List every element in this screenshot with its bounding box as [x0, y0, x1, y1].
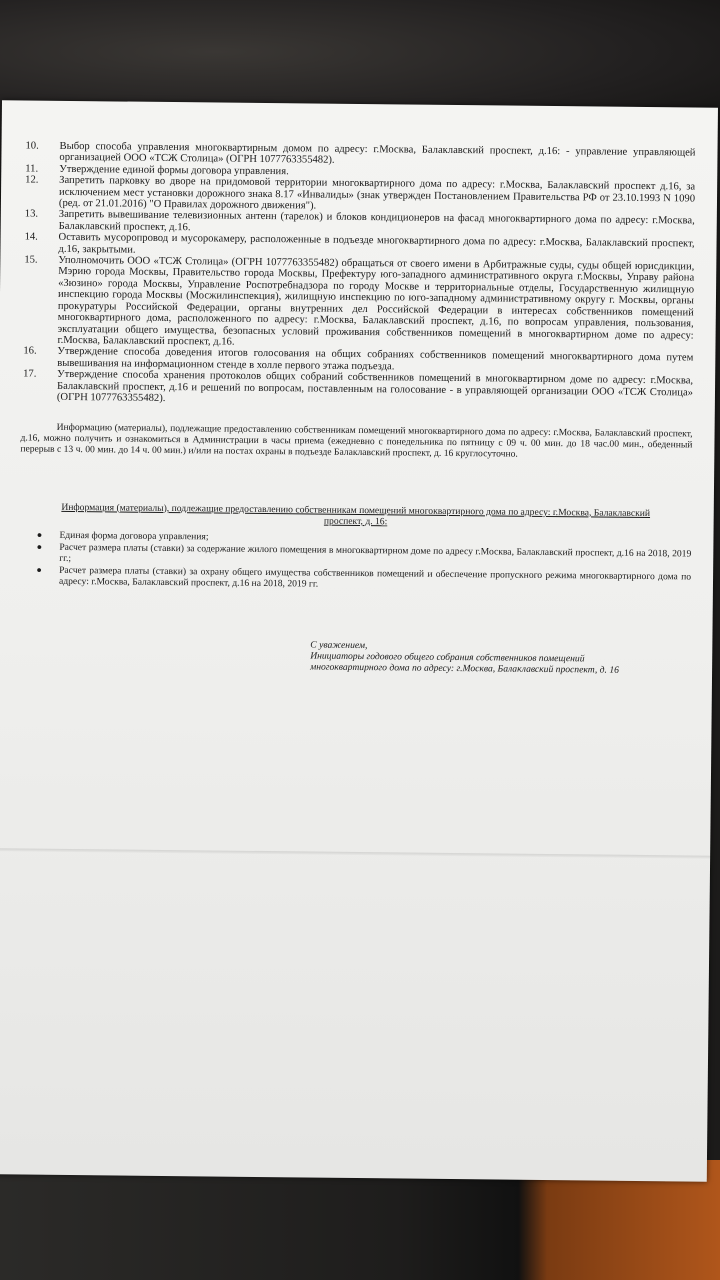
- item-number: 16.: [23, 345, 37, 357]
- document-content: [18, 140, 696, 676]
- item-number: 17.: [23, 368, 37, 380]
- item-number: 12.: [25, 174, 39, 186]
- item-number: 10.: [25, 140, 39, 152]
- list-item-text: Единая форма договора управления;: [59, 529, 209, 543]
- item-number: 11.: [25, 163, 39, 175]
- list-item-text: Расчет размера платы (ставки) за содержание жилого помещения в многоквартирном доме по адресу г.Москва, Балаклавский проспект, д.16 на 2018, 2019 гг.;: [59, 541, 692, 564]
- agenda-item-17: [21, 369, 693, 410]
- item-number: 14.: [24, 231, 38, 243]
- item-text: Уполномочить ООО «ТСЖ Столица» (ОГРН 1077763355482) обращаться от своего имени в Арбитражные суды, суды общей юрисдикции, Мэрию города Москвы, Правительство города Москвы, Префектуру юго-западного административного округа г.Москвы, Управу района «Зюзино» города Москвы, Управление Роспотребнадзора по городу Москве и территориальные отделы, Государственную жилищную инспекцию города Москвы (Мосжилинспекция), жилищную инспекцию по юго-западному административному округу г. Москвы, органы прокуратуры Российской Федерации, органы внутренних дел Российской Федерации в интересах собственников помещений многоквартирного дома, расположенного по адресу: г.Москва, Балаклавский проспект, д.16, по вопросам управления, пользования, эксплуатации общего имущества, безопасных условий проживания собственников помещений в многоквартирном доме по адресу: г.Москва, Балаклавский проспект, д.16.: [57, 254, 695, 348]
- signature-block: [310, 639, 690, 677]
- list-item-text: Расчет размера платы (ставки) за охрану общего имущества собственников помещений и обеспечение пропускного режима многоквартирного дома по адресу: г.Москва, Балаклавский проспект, д.16 на 2018, 2019 гг.: [58, 564, 692, 590]
- disclosure-list: [19, 529, 692, 593]
- item-text: Оставить мусоропровод и мусорокамеру, расположенные в подъезде многоквартирного дома по адресу: г.Москва, Балаклавский проспект, д.16, закрытыми.: [58, 232, 695, 256]
- item-text: Утверждение способа хранения протоколов общих собраний собственников помещений в многоквартирном доме по адресу: г.Москва, Балаклавский проспект, д.16 и решений по вопросам, поставленным на голосование - в управляющей организации ООО «ТСЖ Столица» (ОГРН 1077763355482).: [56, 368, 694, 404]
- item-number: 15.: [24, 254, 38, 266]
- signature-initiators: Инициаторы годового общего собрания собственников помещений: [310, 650, 585, 665]
- item-text: Запретить парковку во дворе на придомовой территории многоквартирного дома по адресу: г.Москва, Балаклавский проспект д.16, за исключением мест установки дорожного знака 8.17 «Инвалиды» (знак утвержден Постановлением Правительства РФ от 23.10.1993 N 1090 (ред. от 21.01.2016) "О Правилах дорожного движения").: [58, 175, 696, 212]
- document-sheet: [0, 100, 718, 1181]
- item-number: 13.: [24, 208, 39, 221]
- signature-greeting: С уважением,: [310, 639, 368, 651]
- item-text: Утверждение единой формы договора управления.: [59, 163, 289, 178]
- bullet-icon: ●: [36, 564, 42, 575]
- bullet-icon: ●: [36, 541, 43, 552]
- item-text: Утверждение способа доведения итогов голосования на общих собраниях собственников помещений многоквартирного дома путем вывешивания на информационном стенде в холле первого этажа подъезда.: [57, 346, 694, 373]
- signature-address: многоквартирного дома по адресу: г.Москва, Балаклавский проспект, д. 16: [310, 661, 620, 676]
- bullet-icon: ●: [36, 529, 43, 540]
- info-paragraph: Информацию (материалы), подлежащие предоставлению собственникам помещений многоквартирного дома по адресу: г.Москва, Балаклавский проспект, д.16, можно получить и ознакомиться в Администрации в часы приема (ежедневно с понедельника по пятницу с 09 ч. 00 мин. до 18 час.00 мин., обеденный перерыв с 13 ч. 00 мин. до 14 ч. 00 мин.) и/или на постах охраны в подъезде Балаклавский проспект, д. 16 круглосуточно.: [20, 422, 693, 460]
- disclosure-title: Информация (материалы), подлежащие предоставлению собственникам помещений многоквартирного дома по адресу: г.Москва, Балаклавский проспект, д. 16:: [61, 501, 651, 528]
- item-text: Запретить вывешивание телевизионных антенн (тарелок) и блоков кондиционеров на фасад многоквартирного дома по адресу: г.Москва, Балаклавский проспект, д.16.: [58, 209, 695, 234]
- disclosure-section: [19, 501, 692, 593]
- agenda-item-15: [21, 255, 694, 353]
- item-text: Выбор способа управления многоквартирным домом по адресу: г.Москва, Балаклавский проспект, д.16: - управление управляющей организацией ООО «ТСЖ Столица» (ОГРН 1077763355482).: [59, 140, 696, 167]
- paper-fold-line: [0, 848, 710, 858]
